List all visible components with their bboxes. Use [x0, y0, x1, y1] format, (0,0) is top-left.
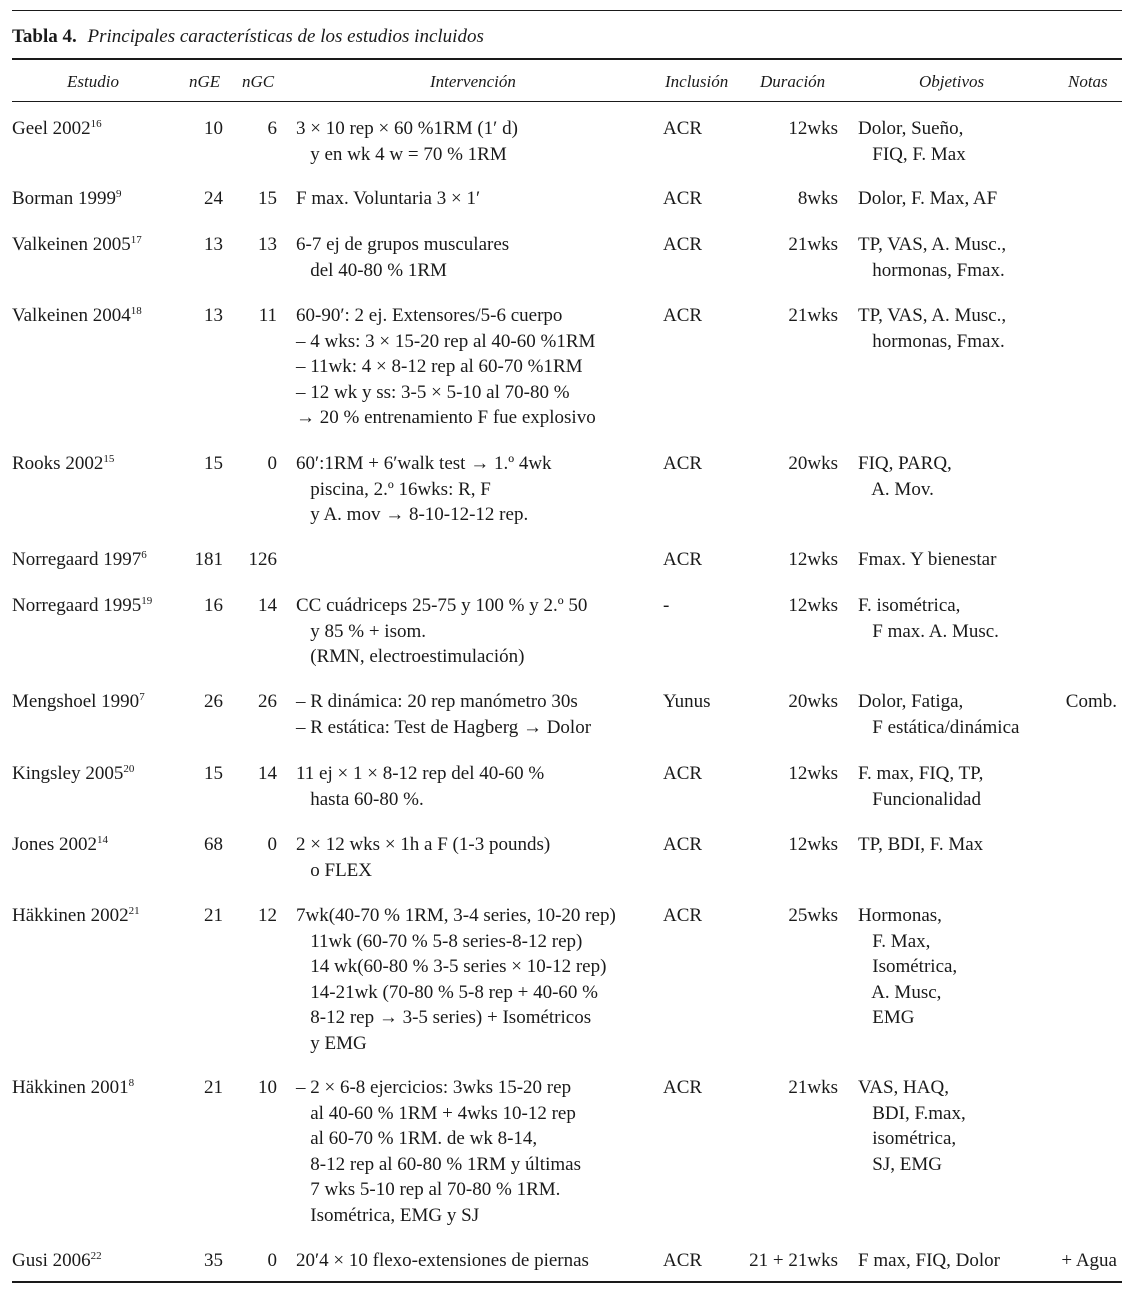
objective-line: Dolor, Fatiga,	[858, 691, 964, 712]
cell-study	[12, 832, 108, 858]
intervention-line: – 2 × 6-8 ejercicios: 3wks 15-20 rep	[296, 1077, 572, 1098]
intervention-line: → 20 % entrenamiento F fue explosivo	[296, 407, 596, 428]
intervention-line: 20′4 × 10 flexo-extensiones de piernas	[296, 1250, 589, 1271]
cell-notes: Comb.	[1065, 691, 1117, 712]
cell-study	[12, 1075, 134, 1101]
objective-line: isométrica,	[858, 1128, 957, 1149]
cell-objectives	[858, 303, 1006, 354]
cell-inclusion: ACR	[663, 234, 703, 255]
objective-line: BDI, F.max,	[858, 1102, 966, 1124]
cell-objectives	[858, 832, 983, 858]
cell-intervention	[296, 451, 552, 528]
cell-inclusion: ACR	[663, 549, 703, 570]
intervention-line: o FLEX	[296, 859, 372, 881]
cell-duration: 12wks	[788, 595, 838, 616]
intervention-line: 8-12 rep → 3-5 series) + Isométricos	[296, 1007, 592, 1028]
cell-ngc: 6	[267, 118, 277, 139]
objective-line: Funcionalidad	[858, 788, 981, 810]
cell-nge: 181	[194, 549, 223, 570]
study-name: Jones 2002	[12, 834, 97, 855]
cell-inclusion: ACR	[663, 188, 703, 209]
cell-study	[12, 232, 142, 258]
cell-duration: 25wks	[788, 905, 838, 926]
cell-intervention	[296, 186, 480, 212]
table-title: Principales características de los estudios incluidos	[87, 26, 484, 47]
cell-duration: 20wks	[788, 691, 838, 712]
cell-duration: 21 + 21wks	[749, 1250, 838, 1271]
table-label: Tabla 4.	[12, 26, 77, 47]
header-ngc: nGC	[242, 72, 275, 91]
cell-intervention	[296, 761, 544, 812]
cell-study	[12, 903, 140, 929]
cell-intervention	[296, 232, 509, 283]
study-reference: 20	[123, 763, 135, 775]
study-name: Kingsley 2005	[12, 763, 124, 784]
study-name: Valkeinen 2004	[12, 305, 131, 326]
intervention-line: al 60-70 % 1RM. de wk 8-14,	[296, 1128, 538, 1149]
cell-duration: 12wks	[788, 549, 838, 570]
header-intervention: Intervención	[430, 72, 516, 91]
study-name: Valkeinen 2005	[12, 234, 131, 255]
study-name: Mengshoel 1990	[12, 691, 140, 712]
study-reference: 9	[115, 188, 122, 200]
study-reference: 7	[139, 691, 145, 703]
header-nge: nGE	[189, 72, 221, 91]
cell-nge: 68	[204, 834, 223, 855]
cell-duration: 8wks	[797, 188, 838, 209]
study-name: Häkkinen 2002	[12, 905, 129, 926]
study-reference: 14	[96, 834, 108, 846]
objective-line: TP, VAS, A. Musc.,	[858, 234, 1007, 255]
study-name: Geel 2002	[12, 118, 91, 139]
header-notes: Notas	[1068, 72, 1108, 91]
cell-inclusion: ACR	[663, 834, 703, 855]
objective-line: VAS, HAQ,	[858, 1077, 949, 1098]
objective-line: Dolor, Sueño,	[858, 118, 964, 139]
cell-ngc: 14	[258, 595, 277, 616]
intervention-line: 11wk (60-70 % 5-8 series-8-12 rep)	[296, 930, 583, 952]
cell-nge: 15	[204, 453, 223, 474]
study-reference: 6	[141, 549, 147, 561]
cell-ngc: 26	[258, 691, 277, 712]
cell-objectives	[858, 232, 1006, 283]
objective-line: F estática/dinámica	[858, 716, 1020, 738]
objective-line: F max, FIQ, Dolor	[858, 1250, 1000, 1271]
cell-nge: 26	[204, 691, 223, 712]
intervention-line: piscina, 2.º 16wks: R, F	[296, 478, 491, 500]
objective-line: SJ, EMG	[858, 1153, 942, 1175]
intervention-line: del 40-80 % 1RM	[296, 259, 447, 281]
intervention-line: y A. mov → 8-10-12-12 rep.	[296, 504, 529, 525]
study-name: Gusi 2006	[12, 1250, 91, 1271]
intervention-line: – R estática: Test de Hagberg → Dolor	[296, 716, 592, 738]
cell-intervention	[296, 593, 587, 670]
intervention-line: al 40-60 % 1RM + 4wks 10-12 rep	[296, 1102, 576, 1124]
header-rule	[12, 101, 1122, 102]
cell-nge: 13	[204, 234, 223, 255]
header-duration: Duración	[760, 72, 826, 91]
intervention-line: 14 wk(60-80 % 3-5 series × 10-12 rep)	[296, 956, 607, 977]
cell-inclusion: -	[663, 595, 670, 616]
intervention-line: – 4 wks: 3 × 15-20 rep al 40-60 %1RM	[296, 330, 596, 352]
table-caption	[12, 26, 484, 48]
cell-inclusion: ACR	[663, 763, 703, 784]
study-name: Rooks 2002	[12, 453, 104, 474]
cell-duration: 12wks	[788, 763, 838, 784]
cell-inclusion: ACR	[663, 453, 703, 474]
objective-line: TP, BDI, F. Max	[858, 834, 984, 855]
study-reference: 16	[90, 118, 102, 130]
cell-objectives	[858, 116, 966, 167]
cell-study	[12, 303, 142, 329]
cell-duration: 20wks	[788, 453, 838, 474]
cell-inclusion: ACR	[663, 1250, 703, 1271]
study-name: Norregaard 1997	[12, 549, 142, 570]
cell-duration: 21wks	[788, 305, 838, 326]
intervention-line: – R dinámica: 20 rep manómetro 30s	[296, 691, 578, 712]
cell-duration: 21wks	[788, 1077, 838, 1098]
cell-study	[12, 451, 114, 477]
header-study: Estudio	[67, 72, 119, 91]
cell-study	[12, 186, 121, 212]
objective-line: FIQ, PARQ,	[858, 453, 952, 474]
intervention-line: 60-90′: 2 ej. Extensores/5-6 cuerpo	[296, 305, 563, 326]
intervention-line: y en wk 4 w = 70 % 1RM	[296, 143, 507, 165]
objective-line: Fmax. Y bienestar	[858, 549, 997, 570]
cell-nge: 10	[204, 118, 223, 139]
cell-notes: + Agua	[1061, 1250, 1117, 1271]
cell-study	[12, 1248, 102, 1274]
cell-study	[12, 593, 152, 619]
intervention-line: y 85 % + isom.	[296, 620, 426, 642]
intervention-line: Isométrica, EMG y SJ	[296, 1204, 480, 1226]
cell-objectives	[858, 1075, 966, 1177]
objective-line: A. Mov.	[858, 478, 934, 500]
cell-duration: 12wks	[788, 118, 838, 139]
cell-nge: 21	[204, 1077, 223, 1098]
cell-study	[12, 547, 147, 573]
cell-inclusion: ACR	[663, 905, 703, 926]
intervention-line: – 11wk: 4 × 8-12 rep al 60-70 %1RM	[296, 356, 583, 377]
intervention-line: (RMN, electroestimulación)	[296, 646, 525, 667]
cell-nge: 13	[204, 305, 223, 326]
cell-study	[12, 116, 102, 142]
cell-ngc: 14	[258, 763, 277, 784]
objective-line: F. isométrica,	[858, 595, 961, 616]
cell-inclusion: ACR	[663, 305, 703, 326]
cell-objectives	[858, 689, 1019, 740]
cell-ngc: 15	[258, 188, 277, 209]
intervention-line: y EMG	[296, 1032, 367, 1054]
objective-line: F. max, FIQ, TP,	[858, 763, 984, 784]
objective-line: hormonas, Fmax.	[858, 259, 1005, 281]
bottom-rule	[12, 1281, 1122, 1283]
intervention-line: CC cuádriceps 25-75 y 100 % y 2.º 50	[296, 595, 588, 616]
intervention-line: 6-7 ej de grupos musculares	[296, 234, 510, 255]
cell-objectives	[858, 903, 957, 1031]
cell-intervention	[296, 903, 616, 1056]
study-reference: 15	[103, 453, 115, 465]
objective-line: Isométrica,	[858, 956, 958, 977]
cell-inclusion: ACR	[663, 1077, 703, 1098]
intervention-line: 60′:1RM + 6′walk test → 1.º 4wk	[296, 453, 552, 474]
cell-study	[12, 761, 134, 787]
top-rule	[12, 10, 1122, 11]
objective-line: FIQ, F. Max	[858, 143, 966, 165]
study-name: Borman 1999	[12, 188, 116, 209]
cell-ngc: 13	[258, 234, 277, 255]
intervention-line: F max. Voluntaria 3 × 1′	[296, 188, 481, 209]
objective-line: A. Musc,	[858, 981, 942, 1003]
cell-nge: 15	[204, 763, 223, 784]
objective-line: F. Max,	[858, 930, 931, 952]
objective-line: Dolor, F. Max, AF	[858, 188, 998, 209]
intervention-line: 8-12 rep al 60-80 % 1RM y últimas	[296, 1153, 581, 1175]
cell-ngc: 0	[267, 1250, 277, 1271]
cell-ngc: 11	[258, 305, 277, 326]
study-name: Häkkinen 2001	[12, 1077, 129, 1098]
cell-intervention	[296, 832, 550, 883]
cell-objectives	[858, 186, 997, 212]
cell-intervention	[296, 689, 591, 740]
study-reference: 8	[128, 1077, 135, 1089]
intervention-line: 7wk(40-70 % 1RM, 3-4 series, 10-20 rep)	[296, 905, 616, 926]
caption-rule	[12, 58, 1122, 60]
cell-objectives	[858, 451, 952, 502]
intervention-line: 2 × 12 wks × 1h a F (1-3 pounds)	[296, 834, 551, 855]
objective-line: Hormonas,	[858, 905, 942, 926]
intervention-line: 14-21wk (70-80 % 5-8 rep + 40-60 %	[296, 981, 598, 1003]
cell-duration: 12wks	[788, 834, 838, 855]
cell-intervention	[296, 1075, 581, 1228]
intervention-line: 11 ej × 1 × 8-12 rep del 40-60 %	[296, 763, 545, 784]
intervention-line: 7 wks 5-10 rep al 70-80 % 1RM.	[296, 1179, 561, 1200]
objective-line: EMG	[858, 1007, 915, 1028]
study-reference: 22	[90, 1250, 102, 1262]
cell-ngc: 10	[258, 1077, 277, 1098]
study-reference: 17	[130, 234, 142, 246]
study-reference: 18	[130, 305, 142, 317]
intervention-line: – 12 wk y ss: 3-5 × 5-10 al 70-80 %	[296, 381, 570, 403]
objective-line: F max. A. Musc.	[858, 620, 999, 642]
objective-line: hormonas, Fmax.	[858, 330, 1005, 352]
cell-inclusion: Yunus	[663, 691, 711, 712]
study-reference: 21	[128, 905, 140, 917]
objective-line: TP, VAS, A. Musc.,	[858, 305, 1007, 326]
header-objectives: Objetivos	[919, 72, 985, 91]
cell-nge: 35	[204, 1250, 223, 1271]
cell-study	[12, 689, 145, 715]
header-inclusion: Inclusión	[665, 72, 729, 91]
cell-objectives	[858, 1248, 1000, 1274]
cell-objectives	[858, 761, 983, 812]
study-reference: 19	[141, 595, 153, 607]
cell-objectives	[858, 593, 999, 644]
cell-intervention	[296, 116, 518, 167]
cell-nge: 16	[204, 595, 223, 616]
cell-duration: 21wks	[788, 234, 838, 255]
cell-intervention	[296, 1248, 589, 1274]
cell-ngc: 126	[248, 549, 277, 570]
cell-nge: 21	[204, 905, 223, 926]
cell-objectives	[858, 547, 996, 573]
study-name: Norregaard 1995	[12, 595, 142, 616]
cell-ngc: 0	[267, 453, 277, 474]
cell-ngc: 12	[258, 905, 277, 926]
cell-inclusion: ACR	[663, 118, 703, 139]
intervention-line: 3 × 10 rep × 60 %1RM (1′ d)	[296, 118, 518, 139]
cell-nge: 24	[204, 188, 223, 209]
cell-ngc: 0	[267, 834, 277, 855]
cell-intervention	[296, 303, 596, 431]
intervention-line: hasta 60-80 %.	[296, 788, 424, 810]
